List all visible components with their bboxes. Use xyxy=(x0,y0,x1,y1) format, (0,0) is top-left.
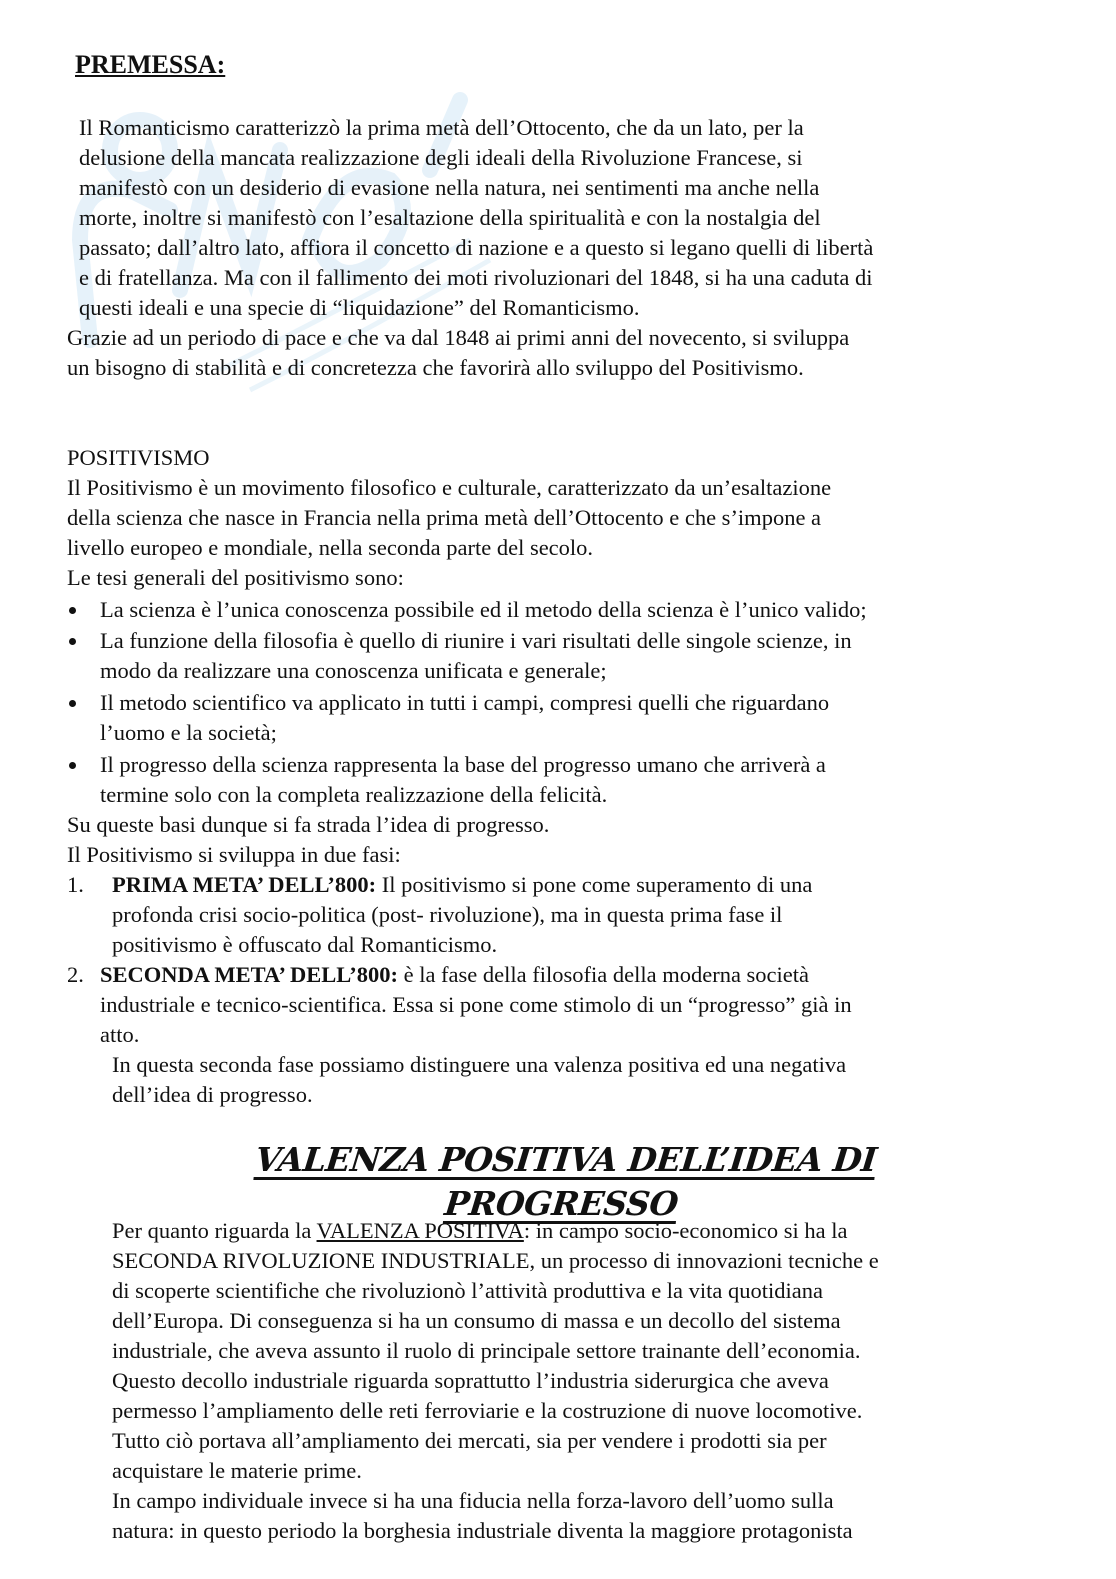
bullet-item-continuation: l’uomo e la società; xyxy=(100,720,277,745)
positivismo-intro-line: Le tesi generali del positivismo sono: xyxy=(67,565,404,590)
premessa-line: Il Romanticismo caratterizzò la prima metà dell’Ottocento, che da un lato, per la xyxy=(79,115,804,140)
bullet-item: Il metodo scientifico va applicato in tutti i campi, compresi quelli che riguardano xyxy=(100,690,830,715)
phase-2-first-line xyxy=(100,960,809,990)
valenza-line: acquistare le materie prime. xyxy=(112,1458,362,1483)
positivismo-line: Il Positivismo si sviluppa in due fasi: xyxy=(67,842,401,867)
positivismo-intro-line: Il Positivismo è un movimento filosofico e culturale, caratterizzato da un’esaltazione xyxy=(67,475,832,500)
bullet-item-continuation: termine solo con la completa realizzazione della felicità. xyxy=(100,782,608,807)
phase-text: positivismo è offuscato dal Romanticismo. xyxy=(112,932,498,957)
premessa-line: Grazie ad un periodo di pace e che va dal 1848 ai primi anni del novecento, si sviluppa xyxy=(67,325,850,350)
bullet-item: Il progresso della scienza rappresenta la base del progresso umano che arriverà a xyxy=(100,752,826,777)
premessa-line: questi ideali e una specie di “liquidazione” del Romanticismo. xyxy=(79,295,640,320)
premessa-line: morte, inoltre si manifestò con l’esaltazione della spiritualità e con la nostalgia del xyxy=(79,205,821,230)
section-title-valenza-positiva: VALENZA POSITIVA DELL’IDEA DI PROGRESSO xyxy=(253,1140,879,1223)
valenza-text: Per quanto riguarda la xyxy=(112,1218,317,1243)
phase-number: 1. xyxy=(67,872,84,897)
phase-number: 2. xyxy=(67,962,84,987)
phase-text: dell’idea di progresso. xyxy=(112,1082,313,1107)
valenza-line: SECONDA RIVOLUZIONE INDUSTRIALE, un processo di innovazioni tecniche e xyxy=(112,1248,879,1273)
premessa-line: e di fratellanza. Ma con il fallimento dei moti rivoluzionari del 1848, si ha una caduta di xyxy=(79,265,873,290)
valenza-line: Tutto ciò portava all’ampliamento dei mercati, sia per vendere i prodotti sia per xyxy=(112,1428,827,1453)
valenza-line: di scoperte scientifiche che rivoluzionò l’attività produttiva e la vita quotidiana xyxy=(112,1278,824,1303)
valenza-line: natura: in questo periodo la borghesia industriale diventa la maggiore protagonista xyxy=(112,1518,853,1543)
valenza-line: dell’Europa. Di conseguenza si ha un consumo di massa e un decollo del sistema xyxy=(112,1308,841,1333)
valenza-positiva-term: VALENZA POSITIVA xyxy=(316,1218,524,1243)
positivismo-intro-line: della scienza che nasce in Francia nella prima metà dell’Ottocento e che s’impone a xyxy=(67,505,822,530)
valenza-line: permesso l’ampliamento delle reti ferroviarie e la costruzione di nuove locomotive. xyxy=(112,1398,863,1423)
bullet-dot-icon xyxy=(69,762,76,769)
valenza-line: In campo individuale invece si ha una fiducia nella forza-lavoro dell’uomo sulla xyxy=(112,1488,834,1513)
bullet-dot-icon xyxy=(69,607,76,614)
valenza-line: industriale, che aveva assunto il ruolo di principale settore trainante dell’economia. xyxy=(112,1338,861,1363)
phase-label: SECONDA META’ DELL’800: xyxy=(100,962,398,987)
section-title-premessa: PREMESSA: xyxy=(75,50,226,79)
premessa-line: passato; dall’altro lato, affiora il concetto di nazione e a questo si legano quelli di libertà xyxy=(79,235,874,260)
premessa-line: delusione della mancata realizzazione degli ideali della Rivoluzione Francese, si xyxy=(79,145,803,170)
phase-text: Il positivismo si pone come superamento di una xyxy=(376,872,813,897)
bullet-dot-icon xyxy=(69,638,76,645)
phase-text: industriale e tecnico-scientifica. Essa si pone come stimolo di un “progresso” già in xyxy=(100,992,852,1017)
bullet-item: La scienza è l’unica conoscenza possibile ed il metodo della scienza è l’unico valido; xyxy=(100,597,867,622)
premessa-line: un bisogno di stabilità e di concretezza che favorirà allo sviluppo del Positivismo. xyxy=(67,355,804,380)
valenza-first-line xyxy=(112,1216,848,1246)
valenza-line: Questo decollo industriale riguarda soprattutto l’industria siderurgica che aveva xyxy=(112,1368,829,1393)
phase-text: è la fase della filosofia della moderna società xyxy=(397,962,810,987)
phase-label: PRIMA META’ DELL’800: xyxy=(112,872,377,897)
valenza-text: : in campo socio-economico si ha la xyxy=(523,1218,848,1243)
premessa-line: manifestò con un desiderio di evasione nella natura, nei sentimenti ma anche nella xyxy=(79,175,820,200)
phase-1-first-line xyxy=(112,870,812,900)
bullet-dot-icon xyxy=(69,700,76,707)
phase-text: In questa seconda fase possiamo distinguere una valenza positiva ed una negativa xyxy=(112,1052,847,1077)
positivismo-intro-line: livello europeo e mondiale, nella seconda parte del secolo. xyxy=(67,535,594,560)
bullet-item-continuation: modo da realizzare una conoscenza unificata e generale; xyxy=(100,658,607,683)
phase-text: atto. xyxy=(100,1022,140,1047)
bullet-item: La funzione della filosofia è quello di riunire i vari risultati delle singole scienze, in xyxy=(100,628,852,653)
phase-text: profonda crisi socio-politica (post- rivoluzione), ma in questa prima fase il xyxy=(112,902,783,927)
positivismo-line: Su queste basi dunque si fa strada l’idea di progresso. xyxy=(67,812,550,837)
section-title-positivismo: POSITIVISMO xyxy=(67,445,210,470)
